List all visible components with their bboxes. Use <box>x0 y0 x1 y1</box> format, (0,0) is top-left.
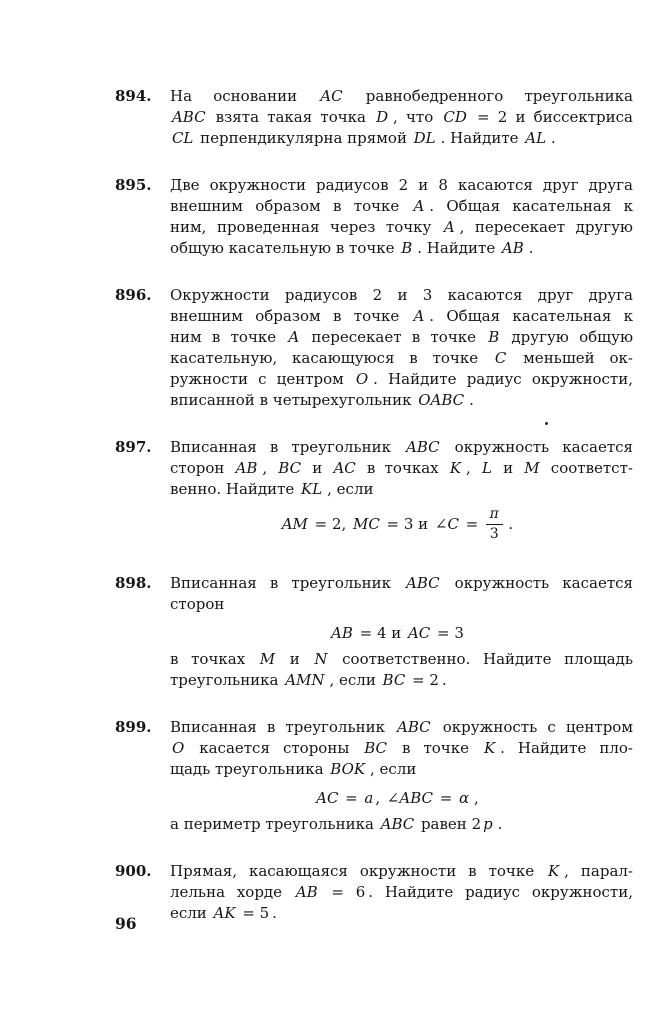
problem-body <box>170 86 633 149</box>
problem-number: 897. <box>115 438 152 456</box>
text-line: ABC взята такая точка D , что CD = 2 и биссектриса <box>171 108 633 126</box>
text-line: Две окружности радиусов 2 и 8 касаются друг друга <box>170 176 633 194</box>
problem-body <box>170 717 633 835</box>
math-token: BC <box>382 670 406 689</box>
text-line: O касается стороны BC в точке K . Найдите пло- <box>171 738 633 757</box>
math-token: O <box>355 370 369 388</box>
formula-line: AB = 4 и AC = 3 <box>331 623 464 642</box>
math-token: KL <box>301 480 323 498</box>
math-token: B <box>401 239 413 257</box>
problem-899 <box>115 717 633 835</box>
fraction <box>486 508 503 542</box>
math-token: M <box>259 649 276 668</box>
math-token: AB <box>501 239 524 257</box>
problem-number: 899. <box>115 717 152 736</box>
math-token: AC <box>407 623 431 642</box>
problem-number: 898. <box>115 573 152 592</box>
math-token: AB <box>235 459 258 477</box>
text-line: Вписанная в треугольник ABC окружность касается <box>170 573 634 592</box>
text-line: щадь треугольника BOK , если <box>170 759 417 778</box>
math-token: AC <box>333 459 356 477</box>
text-line: На основании AC равнобедренного треугольника <box>170 87 633 105</box>
math-token: AC <box>316 788 339 807</box>
math-token: ABC <box>406 438 440 456</box>
problem-number: 900. <box>115 861 152 880</box>
text-line: ружности с центром O . Найдите радиус окружности, <box>170 370 633 388</box>
text-line: Окружности радиусов 2 и 3 касаются друг друга <box>170 286 633 304</box>
text-line: Вписанная в треугольник ABC окружность касается <box>170 438 634 456</box>
math-token: A <box>413 197 425 215</box>
text-line: ним в точке A пересекает в точке B другую общую <box>170 328 633 346</box>
text-line: сторон <box>170 594 225 613</box>
problem-body <box>170 861 633 924</box>
text-line: а периметр треугольника ABC равен 2 p . <box>170 814 503 833</box>
math-token: B <box>488 328 500 346</box>
problem-body <box>170 573 633 691</box>
math-token: K <box>548 861 560 880</box>
text-line: треугольника AMN , если BC = 2 . <box>170 670 447 689</box>
math-token: N <box>314 649 328 668</box>
math-token: M <box>524 459 540 477</box>
math-token: AM <box>281 514 308 533</box>
math-token: a <box>364 788 374 807</box>
math-token: ∠C <box>434 514 459 533</box>
problem-900 <box>115 861 633 924</box>
text-line: в точках M и N соответственно. Найдите площадь <box>170 649 633 668</box>
problem-number: 896. <box>115 286 152 304</box>
fraction-denominator: 3 <box>489 525 499 542</box>
math-token: A <box>413 307 425 325</box>
text-line: внешним образом в точке A . Общая касательная к <box>170 197 633 215</box>
math-token: C <box>494 349 507 367</box>
ink-speck <box>545 422 548 425</box>
text-line: Прямая, касающаяся окружности в точке K , парал- <box>170 861 633 880</box>
math-token: AC <box>320 87 343 105</box>
math-token: AK <box>213 903 236 922</box>
problem-896 <box>115 285 633 411</box>
problem-number: 895. <box>115 176 152 194</box>
text-line: общую касательную в точке B . Найдите AB . <box>170 239 534 257</box>
math-token: BC <box>278 459 302 477</box>
text-line: сторон AB , BC и AC в точках K , L и M соответст- <box>170 459 633 477</box>
text-line: если AK = 5 . <box>170 903 277 922</box>
problem-body <box>170 437 633 547</box>
problem-898 <box>115 573 633 691</box>
math-token: ABC <box>406 573 440 592</box>
problem-894 <box>115 86 633 149</box>
math-token: O <box>171 738 185 757</box>
problem-897 <box>115 437 633 547</box>
problem-number: 894. <box>115 87 152 105</box>
problem-body <box>170 285 633 411</box>
math-token: CD <box>443 108 467 126</box>
page-number: 96 <box>115 914 137 933</box>
math-token: K <box>483 738 496 757</box>
math-token: AL <box>525 129 547 147</box>
math-token: ABC <box>380 814 415 833</box>
math-token: α <box>458 788 470 807</box>
math-token: ABC <box>397 717 431 736</box>
math-token: A <box>288 328 300 346</box>
math-token: BC <box>364 738 388 757</box>
formula-line: AM = 2, MC = 3 и ∠C = $\frac{\pi}{3}$ . <box>281 506 514 542</box>
text-line: лельна хорде AB = 6 . Найдите радиус окружности, <box>170 882 633 901</box>
text-line: внешним образом в точке A . Общая касательная к <box>170 307 633 325</box>
problem-895 <box>115 175 633 259</box>
math-token: ∠ABC <box>386 788 433 807</box>
math-token: AMN <box>285 670 325 689</box>
text-line: CL перпендикулярна прямой DL . Найдите AL . <box>171 129 556 147</box>
math-token: MC <box>352 514 380 533</box>
math-token: AB <box>331 623 353 642</box>
math-token: L <box>481 459 492 477</box>
text-line: ним, проведенная через точку A , пересекает другую <box>170 218 633 236</box>
math-token: BOK <box>330 759 366 778</box>
math-token: K <box>449 459 462 477</box>
formula-line: AC = a , ∠ABC = α , <box>316 788 479 807</box>
text-line: касательную, касающуюся в точке C меньшей ок- <box>170 349 633 367</box>
problem-body <box>170 175 633 259</box>
text-line: венно. Найдите KL , если <box>170 480 374 498</box>
math-token: ABC <box>171 108 206 126</box>
math-token: OABC <box>418 391 465 409</box>
math-token: A <box>443 218 455 236</box>
fraction-numerator: π <box>486 508 503 525</box>
math-token: p <box>483 814 493 833</box>
problems-list <box>115 86 633 950</box>
math-token: DL <box>413 129 436 147</box>
text-line: вписанной в четырехугольник OABC . <box>170 391 474 409</box>
math-token: CL <box>171 129 194 147</box>
math-token: AB <box>295 882 318 901</box>
math-token: D <box>376 108 389 126</box>
text-line: Вписанная в треугольник ABC окружность с центром <box>170 717 633 736</box>
